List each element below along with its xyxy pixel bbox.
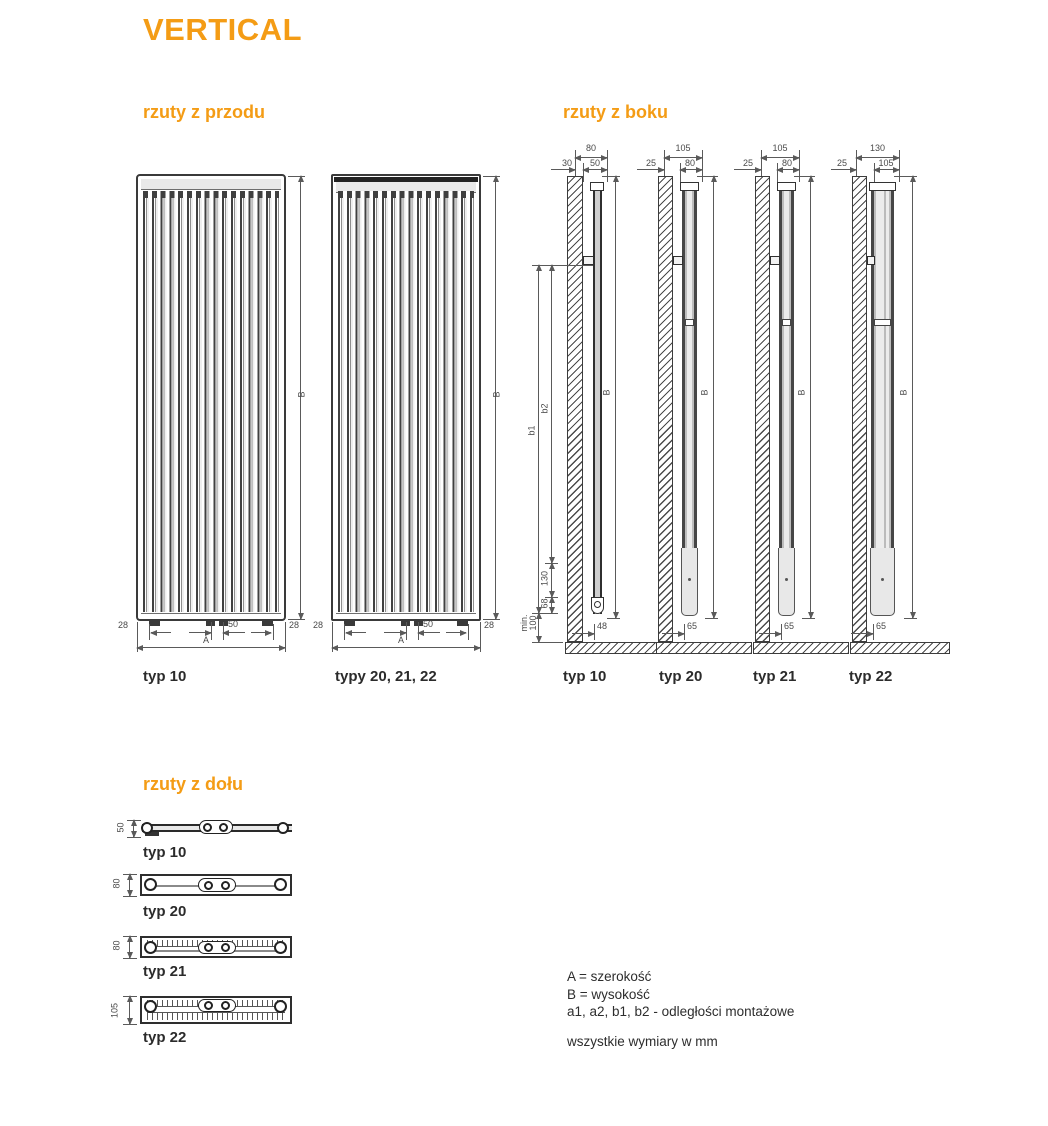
dim-label-B: B (601, 389, 612, 396)
dim-line-A (332, 647, 480, 648)
dim-label-total: 80 (585, 143, 596, 153)
dim-label-B: B (796, 389, 807, 396)
dim-extension (532, 265, 593, 266)
air-vent (777, 182, 796, 191)
dim-line-130 (551, 563, 552, 597)
radiator-ribs (338, 198, 474, 612)
bottom-header-block (681, 548, 698, 616)
radiator-panel-side (593, 182, 602, 614)
dim-arrow (759, 633, 781, 634)
dim-line (583, 169, 607, 170)
dim-label-wall: 25 (836, 158, 847, 168)
wall-hatch (852, 176, 867, 642)
dim-line (129, 996, 130, 1024)
dim-arrow (189, 632, 211, 633)
dim-line-68 (551, 597, 552, 613)
bottom-header-block (870, 548, 895, 616)
dim-line-b2 (551, 265, 552, 563)
legend-line-a: A = szerokość (567, 969, 652, 984)
pipe-connection (221, 881, 230, 890)
dim-extension (532, 642, 563, 643)
front-view-label-typ10: typ 10 (143, 668, 187, 685)
radiator-base-line (336, 613, 476, 617)
radiator-rib-caps (143, 191, 279, 198)
pipe-connection (144, 878, 157, 891)
floor-hatch (565, 642, 657, 654)
floor-hatch (850, 642, 950, 654)
dim-line-A (137, 647, 285, 648)
air-vent (869, 182, 896, 191)
pipe-connection (277, 822, 289, 834)
front-view-label-typ20-21-22: typy 20, 21, 22 (335, 668, 437, 685)
dim-line-min100 (538, 613, 539, 642)
radiator-foot (457, 621, 468, 626)
pipe-connection (144, 1000, 157, 1013)
dim-label-28-left: 28 (118, 620, 129, 630)
dim-label-inner: 80 (684, 158, 695, 168)
valve-dot (881, 578, 884, 581)
dim-line-B (912, 176, 913, 618)
dim-label-inner: 105 (878, 158, 894, 168)
panel-connector (874, 319, 891, 326)
pipe-connection (204, 943, 213, 952)
pipe-connection (221, 943, 230, 952)
radiator-rib-caps (338, 191, 474, 198)
dim-arrow (346, 632, 366, 633)
dim-label-foot: 48 (597, 621, 608, 631)
dim-line (761, 157, 799, 158)
bottom-view-label-typ21: typ 21 (143, 963, 187, 980)
side-view-label-typ22: typ 22 (849, 668, 893, 685)
bottom-view-label-typ10: typ 10 (143, 844, 187, 861)
wall-bracket (673, 256, 683, 265)
bottom-view-label-typ22: typ 22 (143, 1029, 187, 1046)
dim-line (129, 936, 130, 958)
dim-arrow (223, 632, 245, 633)
dim-line-B (615, 176, 616, 618)
dim-arrow (446, 632, 466, 633)
dim-line (129, 874, 130, 896)
dim-label-min100 (520, 605, 538, 641)
dim-label-depth: 80 (111, 878, 122, 889)
valve-circle (594, 601, 601, 608)
dim-line (680, 169, 702, 170)
floor-hatch (656, 642, 752, 654)
dim-label-min: min. (519, 614, 529, 632)
dim-arrow (734, 169, 761, 170)
legend-line-b: B = wysokość (567, 987, 650, 1002)
dim-label-28-left: 28 (313, 620, 324, 630)
dim-line (133, 820, 134, 837)
dim-line-b1 (538, 265, 539, 613)
dim-label-total: 130 (869, 143, 886, 153)
dim-arrow (572, 633, 594, 634)
dim-label-130: 130 (539, 570, 550, 587)
dim-arrow (384, 632, 406, 633)
dim-label-wall: 25 (742, 158, 753, 168)
radiator-base-line (141, 613, 281, 617)
dim-label-total: 105 (675, 143, 691, 153)
pipe-connection (274, 1000, 287, 1013)
dim-label-B: B (699, 389, 710, 396)
dim-tick (777, 163, 778, 182)
dim-arrow (831, 169, 856, 170)
radiator-foot (149, 621, 160, 626)
radiator-top-band (141, 179, 281, 190)
pipe-connection (221, 1001, 230, 1010)
dim-line-B (713, 176, 714, 618)
wall-bracket (583, 256, 594, 265)
dim-tick (583, 163, 584, 182)
side-view-label-typ10: typ 10 (563, 668, 607, 685)
bottom-views-heading: rzuty z dołu (143, 774, 243, 794)
wall-bracket (867, 256, 875, 265)
dim-extension (545, 563, 558, 564)
dim-label-inner: 80 (781, 158, 792, 168)
pipe-connection (204, 1001, 213, 1010)
front-view-typ10 (136, 174, 286, 621)
dim-arrow (662, 633, 684, 634)
dim-label-depth: 80 (111, 940, 122, 951)
pipe-connection (203, 823, 212, 832)
air-vent (680, 182, 699, 191)
dim-line (777, 169, 799, 170)
dim-label-50: 50 (228, 619, 239, 629)
panel-connector (782, 319, 791, 326)
dim-arrow (418, 632, 440, 633)
dim-label-depth: 50 (115, 822, 126, 833)
dim-label-B: B (491, 391, 502, 398)
dim-label-wall: 25 (645, 158, 656, 168)
dim-label-total: 105 (772, 143, 788, 153)
radiator-foot (344, 621, 355, 626)
dim-tick (874, 163, 875, 182)
valve-dot (688, 578, 691, 581)
front-view-typ20-21-22 (331, 174, 481, 621)
dim-label-b1: b1 (526, 425, 537, 436)
bottom-header-block (778, 548, 795, 616)
dim-label-B: B (296, 391, 307, 398)
pipe-connection (274, 941, 287, 954)
dim-tick (680, 163, 681, 182)
pipe-connection (144, 941, 157, 954)
radiator-ribs (143, 198, 279, 612)
side-views-heading: rzuty z boku (563, 102, 669, 122)
bottom-view-label-typ20: typ 20 (143, 903, 187, 920)
dim-line (874, 169, 899, 170)
dim-arrow (251, 632, 271, 633)
pipe-connection (141, 822, 153, 834)
dim-arrow (151, 632, 171, 633)
dim-label-A: A (203, 635, 210, 645)
radiator-foot (262, 621, 273, 626)
dim-label-100: 100 (528, 615, 538, 631)
legend-line-mounting: a1, a2, b1, b2 - odległości montażowe (567, 1004, 795, 1019)
dim-label-foot: 65 (687, 621, 698, 631)
valve-dot (785, 578, 788, 581)
dim-arrow (551, 169, 575, 170)
floor-hatch (753, 642, 849, 654)
dim-line-B (810, 176, 811, 618)
dim-label-depth: 105 (109, 1002, 120, 1019)
dim-line (664, 157, 702, 158)
dim-label-foot: 65 (876, 621, 887, 631)
dim-label-28-right: 28 (289, 620, 300, 630)
dim-label-68: 68 (539, 598, 550, 609)
pipe-connection (274, 878, 287, 891)
wall-hatch (567, 176, 583, 642)
dim-arrow (637, 169, 664, 170)
dim-arrow (851, 633, 873, 634)
air-vent (590, 182, 604, 191)
dim-label-foot: 65 (784, 621, 795, 631)
dim-label-A: A (398, 635, 405, 645)
dim-label-B: B (898, 389, 909, 396)
dim-label-50: 50 (423, 619, 434, 629)
dim-tick (273, 624, 274, 640)
dim-label-b2: b2 (539, 403, 550, 414)
wall-hatch (658, 176, 673, 642)
panel-connector (685, 319, 694, 326)
dim-label-28-right: 28 (484, 620, 495, 630)
page-title: VERTICAL (143, 12, 302, 47)
wall-hatch (755, 176, 770, 642)
legend-note-units: wszystkie wymiary w mm (567, 1034, 718, 1049)
side-view-label-typ21: typ 21 (753, 668, 797, 685)
dim-tick (468, 624, 469, 640)
side-view-label-typ20: typ 20 (659, 668, 703, 685)
dim-label-inner: 50 (589, 158, 600, 168)
pipe-connection (219, 823, 228, 832)
dim-label-wall: 30 (561, 158, 572, 168)
pipe-connection (204, 881, 213, 890)
front-views-heading: rzuty z przodu (143, 102, 265, 122)
convector-fins (147, 1012, 285, 1020)
wall-bracket (770, 256, 780, 265)
